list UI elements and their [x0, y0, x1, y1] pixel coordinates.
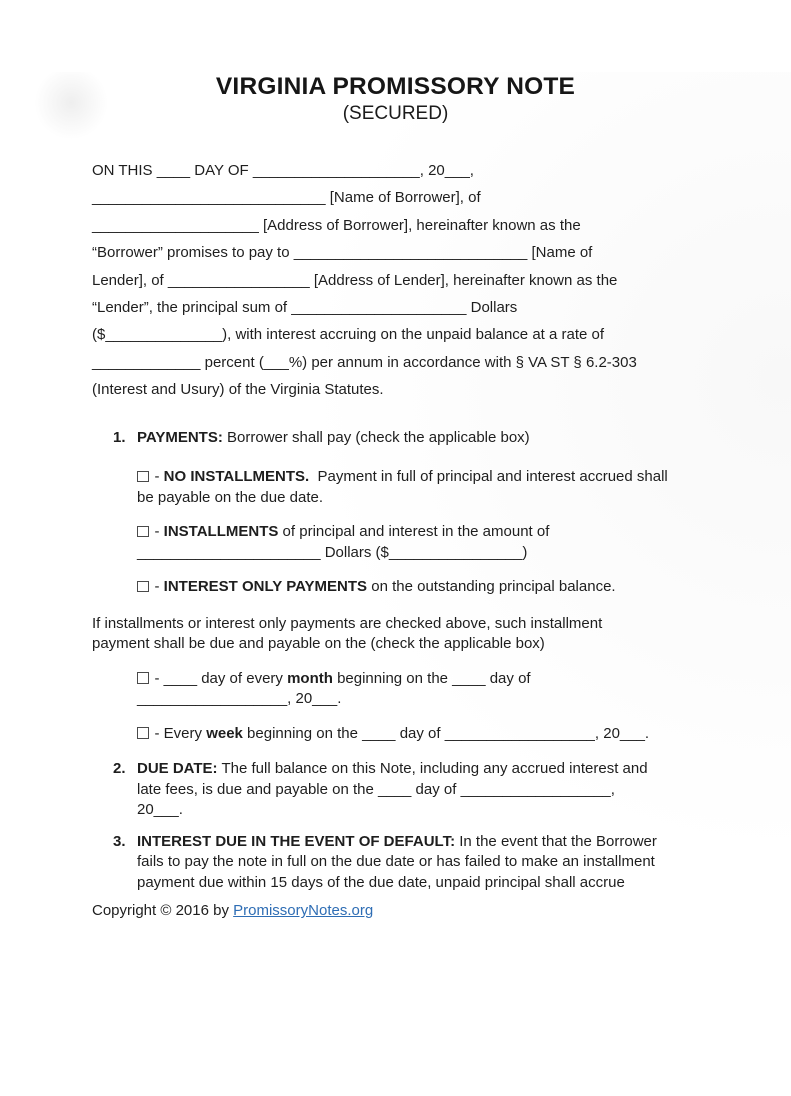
- monthly-text: - ____ day of every month beginning on the ____ day of: [154, 669, 531, 687]
- copyright-footer: [92, 901, 791, 921]
- installment-schedule-paragraph: [92, 614, 791, 655]
- checkbox-item-no-installments: [137, 467, 791, 508]
- opening-line-6: “Lender”, the principal sum of _____________________ Dollars: [92, 299, 518, 317]
- if-paragraph-line-1: If installments or interest only payments are checked above, such installment: [92, 614, 603, 632]
- interest-only-text: - INTEREST ONLY PAYMENTS on the outstanding principal balance.: [154, 578, 616, 596]
- document-title: VIRGINIA PROMISSORY NOTE: [215, 73, 576, 100]
- opening-line-7: ($______________), with interest accruing on the unpaid balance at a rate of: [92, 326, 605, 344]
- opening-line-9: (Interest and Usury) of the Virginia Statutes.: [92, 381, 384, 399]
- default-line-3: payment due within 15 days of the due date, unpaid principal shall accrue: [137, 873, 625, 891]
- due-date-line-1: DUE DATE: The full balance on this Note, including any accrued interest and: [137, 760, 648, 778]
- checkbox-icon[interactable]: [137, 672, 149, 684]
- due-date-line-2: late fees, is due and payable on the ____ day of __________________,: [137, 780, 615, 798]
- section-2-due-date: [113, 759, 791, 821]
- opening-line-1: ON THIS ____ DAY OF ____________________, 20___,: [92, 162, 474, 179]
- opening-line-8: _____________ percent (___%) per annum in accordance with § VA ST § 6.2-303: [92, 353, 637, 371]
- checkbox-icon[interactable]: [137, 471, 149, 483]
- opening-line-4: “Borrower” promises to pay to ____________________________ [Name of: [92, 244, 593, 262]
- document-subtitle: (SECURED): [342, 103, 449, 124]
- section-1-heading-text: PAYMENTS: Borrower shall pay (check the applicable box): [137, 428, 530, 446]
- checkbox-item-weekly: [137, 724, 791, 745]
- no-installments-text-wrap: be payable on the due date.: [137, 488, 323, 506]
- due-date-line-3: 20___.: [137, 801, 183, 819]
- section-3-number: 3.: [113, 832, 126, 850]
- checkbox-icon[interactable]: [137, 727, 149, 739]
- if-paragraph-line-2: payment shall be due and payable on the (check the applicable box): [92, 635, 545, 653]
- document-page: [0, 72, 791, 1096]
- checkbox-item-monthly: [137, 669, 791, 710]
- checkbox-item-line: [137, 467, 791, 488]
- checkbox-item-line: [137, 669, 791, 690]
- opening-line-3: ____________________ [Address of Borrower], hereinafter known as the: [92, 216, 581, 234]
- checkbox-item-line: [137, 724, 791, 745]
- section-3-interest-due-default: [113, 832, 791, 894]
- installments-text: - INSTALLMENTS of principal and interest in the amount of: [154, 523, 550, 541]
- promissorynotes-link[interactable]: PromissoryNotes.org: [233, 902, 374, 920]
- opening-paragraph: [92, 157, 791, 404]
- copyright-text: Copyright © 2016 by: [92, 902, 234, 920]
- checkbox-item-line: [137, 577, 791, 598]
- checkbox-item-installments: [137, 522, 791, 563]
- section-2-number: 2.: [113, 760, 126, 778]
- checkbox-icon[interactable]: [137, 526, 149, 538]
- checkbox-item-interest-only: [137, 577, 791, 598]
- opening-line-2: ____________________________ [Name of Borrower], of: [92, 189, 481, 207]
- section-1-number: 1.: [113, 428, 126, 446]
- checkbox-icon[interactable]: [137, 581, 149, 593]
- section-1-payments-heading: [113, 428, 791, 449]
- installments-amount-blanks: ______________________ Dollars ($________________): [137, 543, 528, 561]
- default-line-1: INTEREST DUE IN THE EVENT OF DEFAULT: In the event that the Borrower: [137, 832, 657, 850]
- no-installments-text: - NO INSTALLMENTS. Payment in full of principal and interest accrued shall: [154, 468, 668, 486]
- monthly-date-blanks: __________________, 20___.: [137, 690, 342, 708]
- weekly-text: - Every week beginning on the ____ day of __________________, 20___.: [154, 724, 650, 742]
- opening-line-5: Lender], of _________________ [Address of Lender], hereinafter known as the: [92, 271, 618, 289]
- section-2-body: [137, 759, 648, 821]
- default-line-2: fails to pay the note in full on the due date or has failed to make an installment: [137, 853, 655, 871]
- section-3-body: [137, 832, 657, 894]
- checkbox-item-line: [137, 522, 791, 543]
